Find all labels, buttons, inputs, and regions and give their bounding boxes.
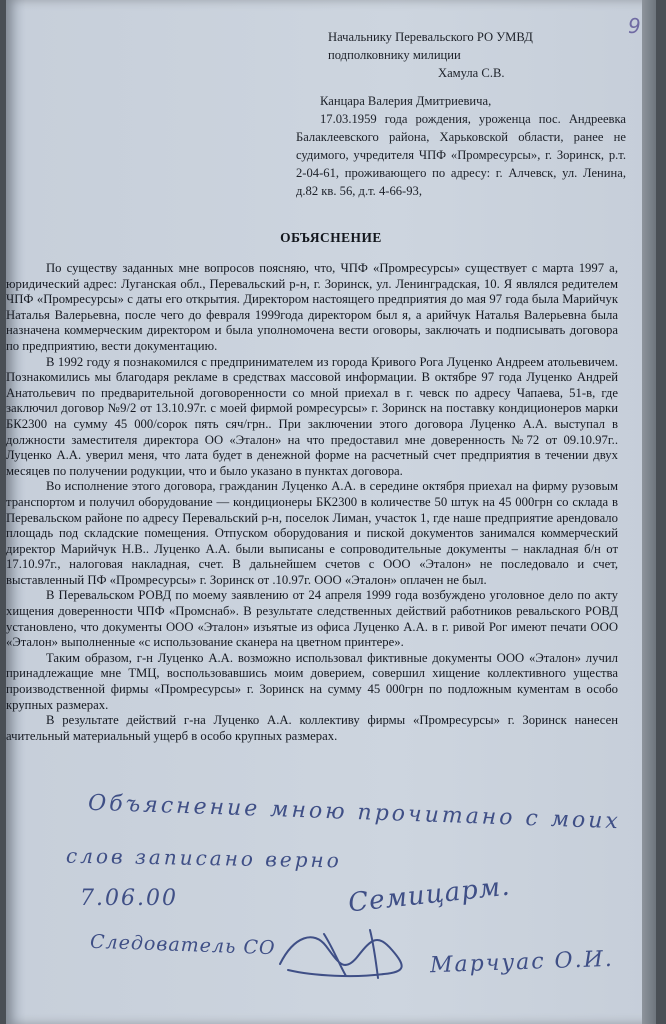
- sender-details: 17.03.1959 года рождения, уроженца пос. Андреевка Балаклеевского района, Харьковской области, ранее не судимого, учредителя ЧПФ «Промресурсы», г. Зоринск, р.т. 2-04-61, проживающего по адресу: г. Алчевск, ул. Ленина, д.82 кв. 56, д.т. 4-66-93,: [296, 112, 626, 198]
- paragraph: В результате действий г-на Луценко А.А. коллективу фирмы «Промресурсы» г. Зоринск нанесен ачительный материальный ущерб в особо крупных размерах.: [6, 713, 618, 743]
- handwritten-officer-name: Марчуас О.И.: [429, 946, 615, 979]
- paragraph: Таким образом, г-н Луценко А.А. возможно использовал фиктивные документы ООО «Эталон» лучил принадлежащие мне ТМЦ, воспользовавшись моим доверием, совершил хищение коллективного ущества производственной фирмы «Промресурсы» г. Зоринск на сумму 45 000грн по подложным кументам в особо крупных размерах.: [6, 650, 618, 712]
- handwritten-date: 7.06.00: [80, 886, 178, 911]
- handwritten-investigator-title: Следователь СО: [89, 930, 276, 960]
- addressee-line: подполковнику милиции: [328, 48, 461, 62]
- document-body: [6, 261, 618, 744]
- handwritten-attestation-line-1: Объяснение мною прочитано с моих: [87, 790, 622, 835]
- page-number: 9: [628, 14, 641, 38]
- handwritten-signature: Семицарм.: [346, 871, 512, 919]
- paragraph: По существу заданных мне вопросов поясняю, что, ЧПФ «Промресурсы» существует с марта 1997 а, юридический адрес: Луганская обл., Перевальский р-н, г. Зоринск, ул. Ленинградская, 10. Я являлся редителем ЧПФ «Промресурсы» с даты его открытия. Директором настоящего предприятия до мая 97 года была Марийчук Наталья Валерьевна, после чего до февраля 1999года директором был я, а арийчук Наталья Валерьевна была назначена коммерческим директором и была уполномочена вести оговоры, заключать и подписывать договора по предприятию, вести документацию.: [6, 261, 618, 353]
- handwritten-attestation-line-2: слов записано верно: [65, 843, 342, 873]
- paragraph: Во исполнение этого договора, гражданин Луценко А.А. в середине октября приехал на фирму рузовым транспортом и получил оборудование — кондиционеры БК2300 в количестве 50 штук на 45 000грн со склада в Перевальском районе по адресу Перевальский р-н, поселок Лиман, участок 1, где наше предприятие арендовало площадь под складские помещения. Отпуском оборудования и пиской документов занимался коммерческий директор Марийчук Н.В.. Луценко А.А. были выписаны е сопроводительные документы – накладная б/н от 17.10.97г., налоговая накладная, счет. В дальнейшем счетов с ООО «Эталон» не последовало и счет, выставленный ПФ «Промресурсы» г. Зоринск от .10.97г. ООО «Эталон» оплачен не был.: [6, 479, 618, 587]
- paragraph: В Перевальском РОВД по моему заявлению от 24 апреля 1999 года возбуждено уголовное дело по акту хищения доверенности ЧПФ «Промснаб». В результате следственных действий работников ревальского РОВД установлено, что документы ООО «Эталон» изъятые из офиса Луценко А.А. в г. ривой Рог имеют печати ООО «Эталон» выполненные «с использование сканера на цветном принтере».: [6, 588, 618, 650]
- addressee-name: Хамула С.В.: [438, 66, 505, 80]
- addressee-line: Начальнику Перевальского РО УМВД: [328, 30, 533, 44]
- addressee-block: [328, 28, 646, 82]
- sender-block: [296, 92, 626, 200]
- investigator-signature-scribble: [274, 916, 414, 986]
- paragraph: В 1992 году я познакомился с предпринимателем из города Кривого Рога Луценко Андреем атольевичем. Познакомились мы благодаря рекламе в средствах массовой информации. В октябре 97 года Луценко Андрей Анатольевич по предварительной договоренности со мной приехал в г. чевск по адресу Чапаева, 51-в, где заключил договор №9/2 от 13.10.97г. с моей фирмой ромресурсы» г. Зоринск на поставку кондиционеров марки БК2300 на сумму 45 000/сорок пять сяч/грн.. При заключении этого договора Луценко А.А. выступал в должности заместителя директора ОО «Эталон» на что предоставил мне доверенность №72 от 09.10.97г.. Луценко А.А. уверил меня, что лата будет в денежной форме на расчетный счет предприятия в течении двух месяцев по получении родукции, что и было указано в пунктах договора.: [6, 354, 618, 478]
- document-title: ОБЪЯСНЕНИЕ: [280, 230, 382, 245]
- document-page: [6, 0, 656, 1024]
- page-edge: [642, 0, 656, 1024]
- sender-name: Канцара Валерия Дмитриевича,: [320, 94, 492, 108]
